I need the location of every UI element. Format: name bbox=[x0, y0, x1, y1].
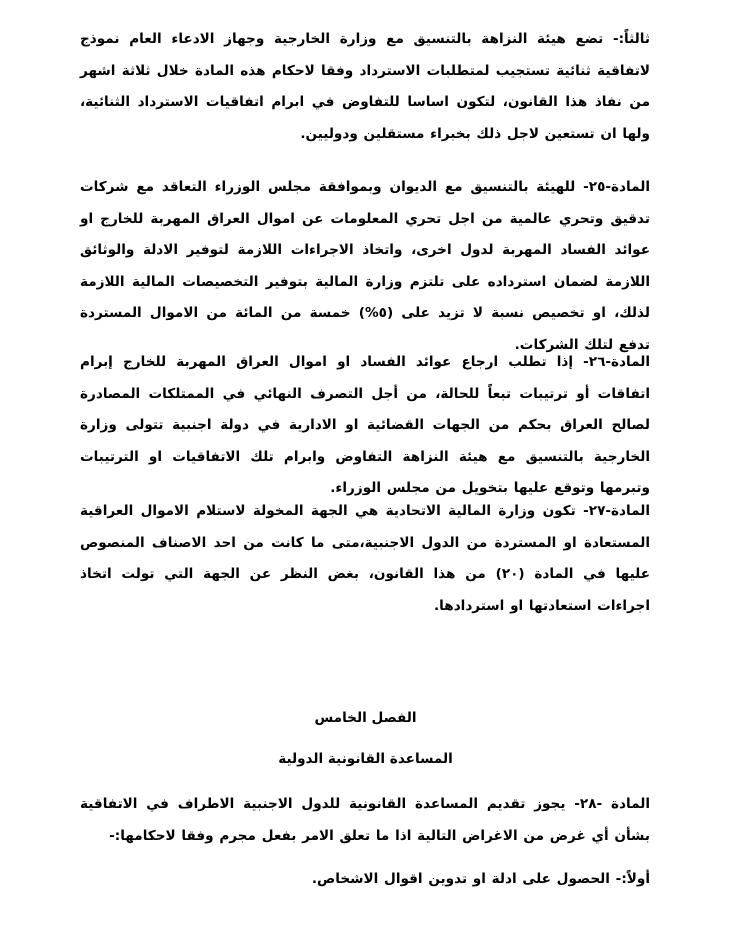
paragraph-third-clause: ثالثاً:- تضع هيئة النزاهة بالتنسيق مع وزارة الخارجية وجهاز الادعاء العام نموذج لاتفاقية ثنائية تستجيب لمتطلبات الاسترداد وفقا لاحكام هذه المادة خلال ثلاثة اشهر من نفاذ هذا القانون، لتكون اساسا للتفاوض في ابرام اتفاقيات الاسترداد الثنائية، ولها ان تستعين لاجل ذلك بخبراء مستقلين ودوليين. bbox=[80, 31, 650, 142]
paragraph-first-clause: أولاً:- الحصول على ادلة او تدوين اقوال الاشخاص. bbox=[311, 871, 650, 887]
paragraph-article-25: المادة-٢٥- للهيئة بالتنسيق مع الديوان وبموافقة مجلس الوزراء التعاقد مع شركات تدقيق وتحري عالمية من اجل تحري المعلومات عن اموال العراق المهربة للخارج او عوائد الفساد المهربة لدول اخرى، واتخاذ الاجراءات اللازمة لتوفير الادلة والوثائق اللازمة لضمان استرداده على تلتزم وزارة المالية بتوفير التخصيصات المالية اللازمة لذلك، او تخصيص نسبة لا تزيد على (٥%) خمسة من المائة من الاموال المستردة تدفع لتلك الشركات. bbox=[80, 179, 650, 353]
chapter-subtitle: المساعدة القانونية الدولية bbox=[278, 751, 453, 767]
paragraph-article-26: المادة-٢٦- إذا تطلب ارجاع عوائد الفساد او اموال العراق المهربة للخارج إبرام اتفاقات أو ترتيبات تبعاً للحالة، من أجل التصرف النهائي في الممتلكات المصادرة لصالح العراق بحكم من الجهات القضائية او الادارية في دولة اجنبية تتولى وزارة الخارجية بالتنسيق مع هيئة النزاهة التفاوض وابرام تلك الاتفاقيات او الترتيبات وتبرمها وتوقع عليها بتخويل من مجلس الوزراء. bbox=[80, 354, 650, 496]
paragraph-article-28: المادة -٢٨- يجوز تقديم المساعدة القانونية للدول الاجنبية الاطراف في الاتفاقية بشأن أي غرض من الاغراض التالية اذا ما تعلق الامر بفعل مجرم وفقا لاحكامها:- bbox=[80, 796, 650, 844]
chapter-title: الفصل الخامس bbox=[314, 710, 417, 726]
paragraph-article-27: المادة-٢٧- تكون وزارة المالية الاتحادية هي الجهة المخولة لاستلام الاموال العراقية المستعادة او المستردة من الدول الاجنبية،متى ما كانت من احد الاصناف المنصوص عليها في المادة (٢٠) من هذا القانون، بغض النظر عن الجهة التي تولت اتخاذ اجراءات استعادتها او استردادها. bbox=[80, 503, 650, 614]
